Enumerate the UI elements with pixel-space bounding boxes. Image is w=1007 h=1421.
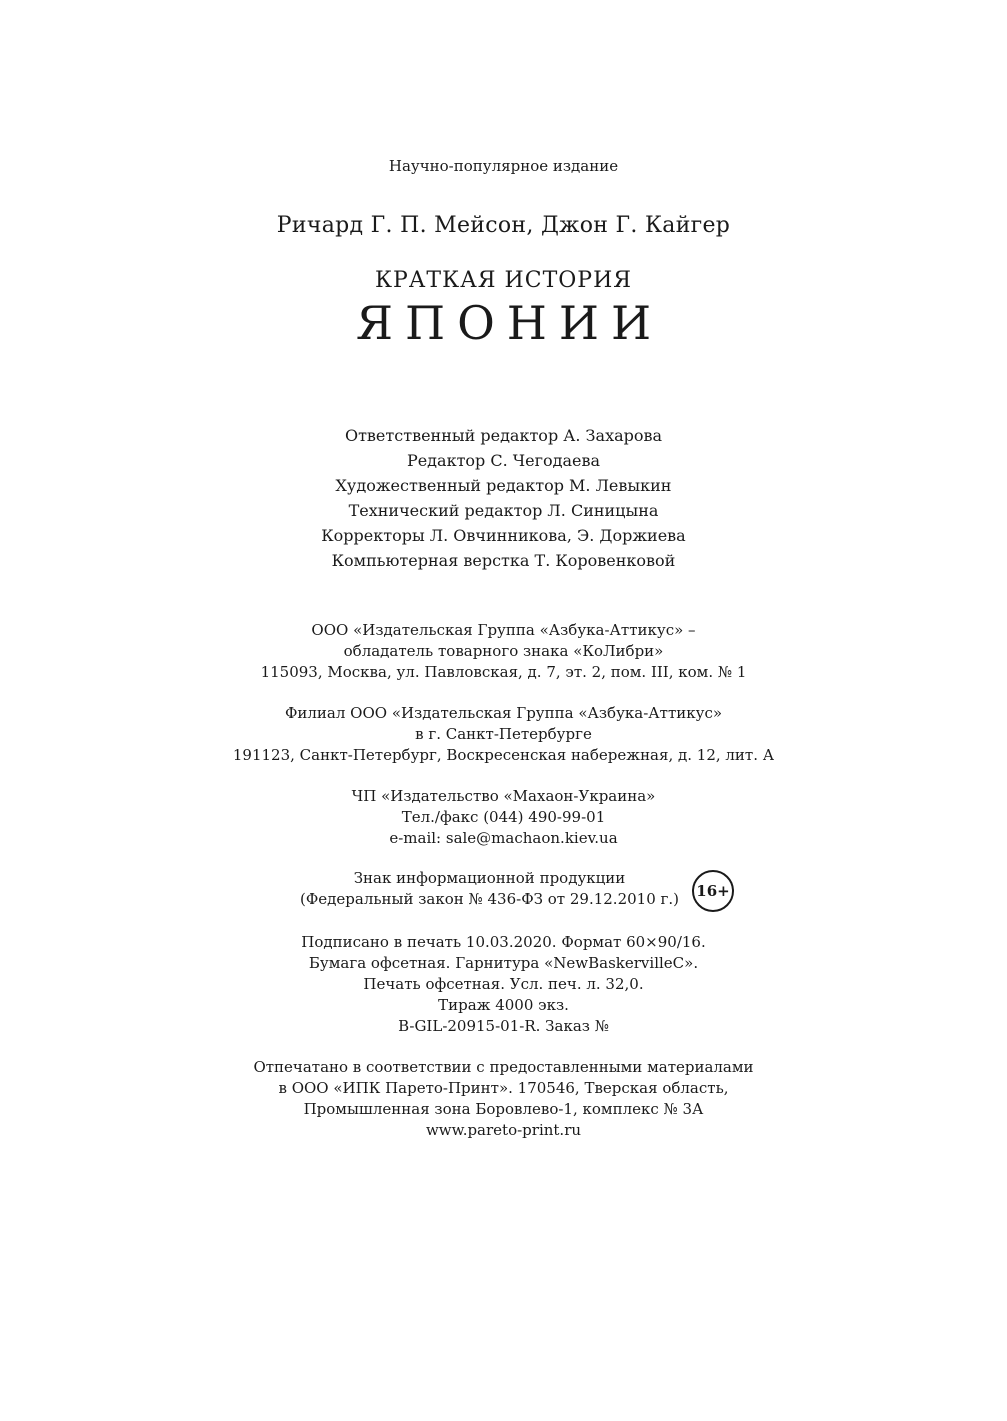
printed-by-line: в ООО «ИПК Парето-Принт». 170546, Тверская область, <box>278 1079 729 1097</box>
info-mark-text <box>0 868 979 910</box>
print-info-line: Печать офсетная. Усл. печ. л. 32,0. <box>363 975 644 993</box>
ukraine-line: e-mail: sale@machaon.kiev.ua <box>389 829 618 847</box>
info-mark-block <box>0 868 1007 918</box>
age-rating-badge: 16+ <box>692 870 734 912</box>
ukraine-line: ЧП «Издательство «Махаон-Украина» <box>351 787 656 805</box>
publisher-line: 115093, Москва, ул. Павловская, д. 7, эт. 2, пом. III, ком. № 1 <box>260 663 747 681</box>
printed-by-line: Отпечатано в соответствии с предоставленными материалами <box>253 1058 754 1076</box>
title-line-2: ЯПОНИИ <box>355 296 664 350</box>
printed-by-line: Промышленная зона Боровлево-1, комплекс № 3А <box>303 1100 704 1118</box>
ukraine-block <box>0 786 1007 849</box>
branch-line: 191123, Санкт-Петербург, Воскресенская набережная, д. 12, лит. А <box>232 746 775 764</box>
staff-line: Технический редактор Л. Синицына <box>348 501 659 520</box>
branch-line: в г. Санкт-Петербурге <box>415 725 592 743</box>
print-info-line: Тираж 4000 экз. <box>438 996 569 1014</box>
print-info-block <box>0 932 1007 1037</box>
publisher-line: обладатель товарного знака «КоЛибри» <box>343 642 664 660</box>
staff-line: Компьютерная верстка Т. Коровенковой <box>331 551 676 570</box>
printer-website: www.pareto-print.ru <box>425 1121 582 1139</box>
print-info-line: Бумага офсетная. Гарнитура «NewBaskervilleC». <box>308 954 699 972</box>
info-mark-line: Знак информационной продукции <box>353 869 626 887</box>
authors: Ричард Г. П. Мейсон, Джон Г. Кайгер <box>276 213 731 238</box>
publisher-line: ООО «Издательская Группа «Азбука-Аттикус» – <box>311 621 696 639</box>
publisher-block <box>0 620 1007 683</box>
title-line-1: КРАТКАЯ ИСТОРИЯ <box>374 268 633 293</box>
edition-type: Научно-популярное издание <box>388 157 619 175</box>
staff-line: Ответственный редактор А. Захарова <box>344 426 663 445</box>
staff-line: Корректоры Л. Овчинникова, Э. Доржиева <box>321 526 686 545</box>
ukraine-line: Тел./факс (044) 490-99-01 <box>401 808 606 826</box>
print-info-line: Подписано в печать 10.03.2020. Формат 60×90/16. <box>301 933 706 951</box>
print-info-line: B-GIL-20915-01-R. Заказ № <box>398 1017 609 1035</box>
branch-line: Филиал ООО «Издательская Группа «Азбука-Аттикус» <box>284 704 723 722</box>
printed-by-block <box>0 1057 1007 1141</box>
staff-line: Редактор С. Чегодаева <box>406 451 601 470</box>
branch-block <box>0 703 1007 766</box>
editorial-staff <box>0 423 1007 573</box>
staff-line: Художественный редактор М. Левыкин <box>335 476 672 495</box>
info-mark-line: (Федеральный закон № 436-ФЗ от 29.12.2010 г.) <box>300 890 679 908</box>
